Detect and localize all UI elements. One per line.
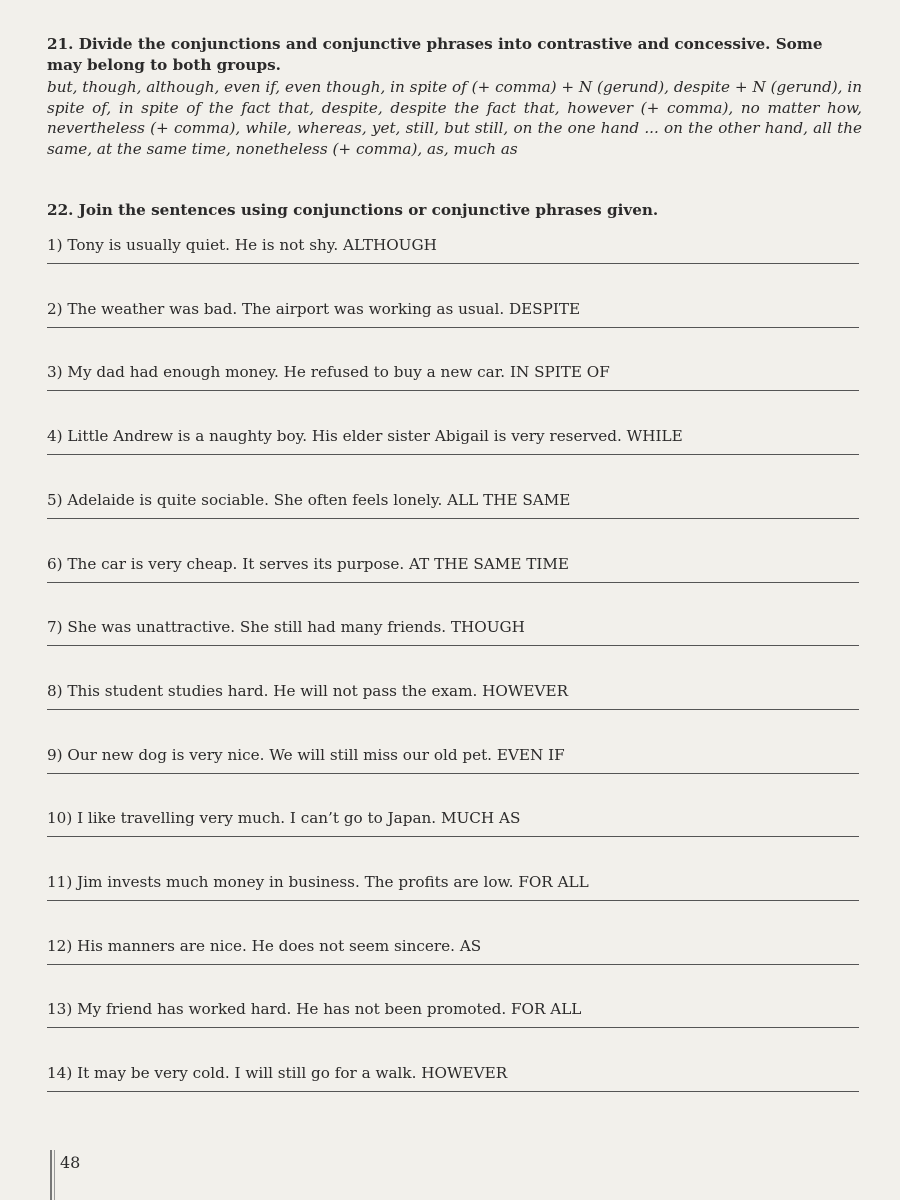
item-prompt: 12) His manners are nice. He does not seem sincere. AS xyxy=(47,936,482,955)
item-prompt: 10) I like travelling very much. I can’t go to Japan. MUCH AS xyxy=(47,809,521,828)
item-prompt: 8) This student studies hard. He will not pass the exam. HOWEVER xyxy=(47,681,569,700)
item-prompt: 7) She was unattractive. She still had many friends. THOUGH xyxy=(47,618,525,637)
exercise-item xyxy=(47,426,862,446)
page-number: 48 xyxy=(60,1153,81,1172)
answer-line[interactable] xyxy=(47,836,859,837)
answer-line[interactable] xyxy=(47,454,859,455)
exercise-item xyxy=(47,681,862,701)
item-prompt: 9) Our new dog is very nice. We will still miss our old pet. EVEN IF xyxy=(47,745,565,764)
item-prompt: 4) Little Andrew is a naughty boy. His elder sister Abigail is very reserved. WHILE xyxy=(47,427,683,446)
item-prompt: 13) My friend has worked hard. He has not been promoted. FOR ALL xyxy=(47,1000,582,1019)
exercise-item xyxy=(47,299,862,319)
answer-line[interactable] xyxy=(47,327,859,328)
answer-line[interactable] xyxy=(47,582,859,583)
exercise-item xyxy=(47,999,862,1019)
answer-line[interactable] xyxy=(47,390,859,391)
exercise-item xyxy=(47,362,862,382)
item-prompt: 1) Tony is usually quiet. He is not shy. ALTHOUGH xyxy=(47,236,437,254)
exercise-item xyxy=(47,1063,862,1083)
exercise-item xyxy=(47,936,862,956)
answer-line[interactable] xyxy=(47,773,859,774)
margin-rule xyxy=(54,1150,55,1200)
exercise-item xyxy=(47,490,862,510)
exercise-item xyxy=(47,808,862,828)
answer-line[interactable] xyxy=(47,964,859,965)
answer-line[interactable] xyxy=(47,263,859,264)
conjunctions-list: but, though, although, even if, even though, in spite of (+ comma) + N (gerund), despite + N (gerund), in spite of, in spite of the fact that, despite, despite the fact that, however (+ comma), no matter how, nevertheless (+ comma), while, whereas, yet, still, but still, on the one hand ... on the other hand, all the same, at the same time, nonetheless (+ comma), as, much as xyxy=(47,78,862,158)
exercise-item xyxy=(47,235,862,255)
item-prompt: 6) The car is very cheap. It serves its purpose. AT THE SAME TIME xyxy=(47,554,570,573)
item-prompt: 14) It may be very cold. I will still go for a walk. HOWEVER xyxy=(47,1064,508,1083)
answer-line[interactable] xyxy=(47,709,859,710)
exercise-item xyxy=(47,745,862,765)
answer-line[interactable] xyxy=(47,645,859,646)
item-prompt: 5) Adelaide is quite sociable. She often feels lonely. ALL THE SAME xyxy=(47,490,571,509)
answer-line[interactable] xyxy=(47,1091,859,1092)
exercise-item xyxy=(47,872,862,892)
answer-line[interactable] xyxy=(47,1027,859,1028)
item-prompt: 11) Jim invests much money in business. The profits are low. FOR ALL xyxy=(47,873,589,891)
answer-line[interactable] xyxy=(47,900,859,901)
exercise-item xyxy=(47,554,862,574)
margin-rule xyxy=(50,1150,52,1200)
exercise-22-title: 22. Join the sentences using conjunctions or conjunctive phrases given. xyxy=(47,201,659,219)
exercise-21-title: 21. Divide the conjunctions and conjunctive phrases into contrastive and concessive. Some may belong to both groups. xyxy=(47,35,823,74)
answer-line[interactable] xyxy=(47,518,859,519)
item-prompt: 2) The weather was bad. The airport was working as usual. DESPITE xyxy=(47,299,581,318)
exercise-item xyxy=(47,617,862,637)
item-prompt: 3) My dad had enough money. He refused to buy a new car. IN SPITE OF xyxy=(47,363,610,382)
